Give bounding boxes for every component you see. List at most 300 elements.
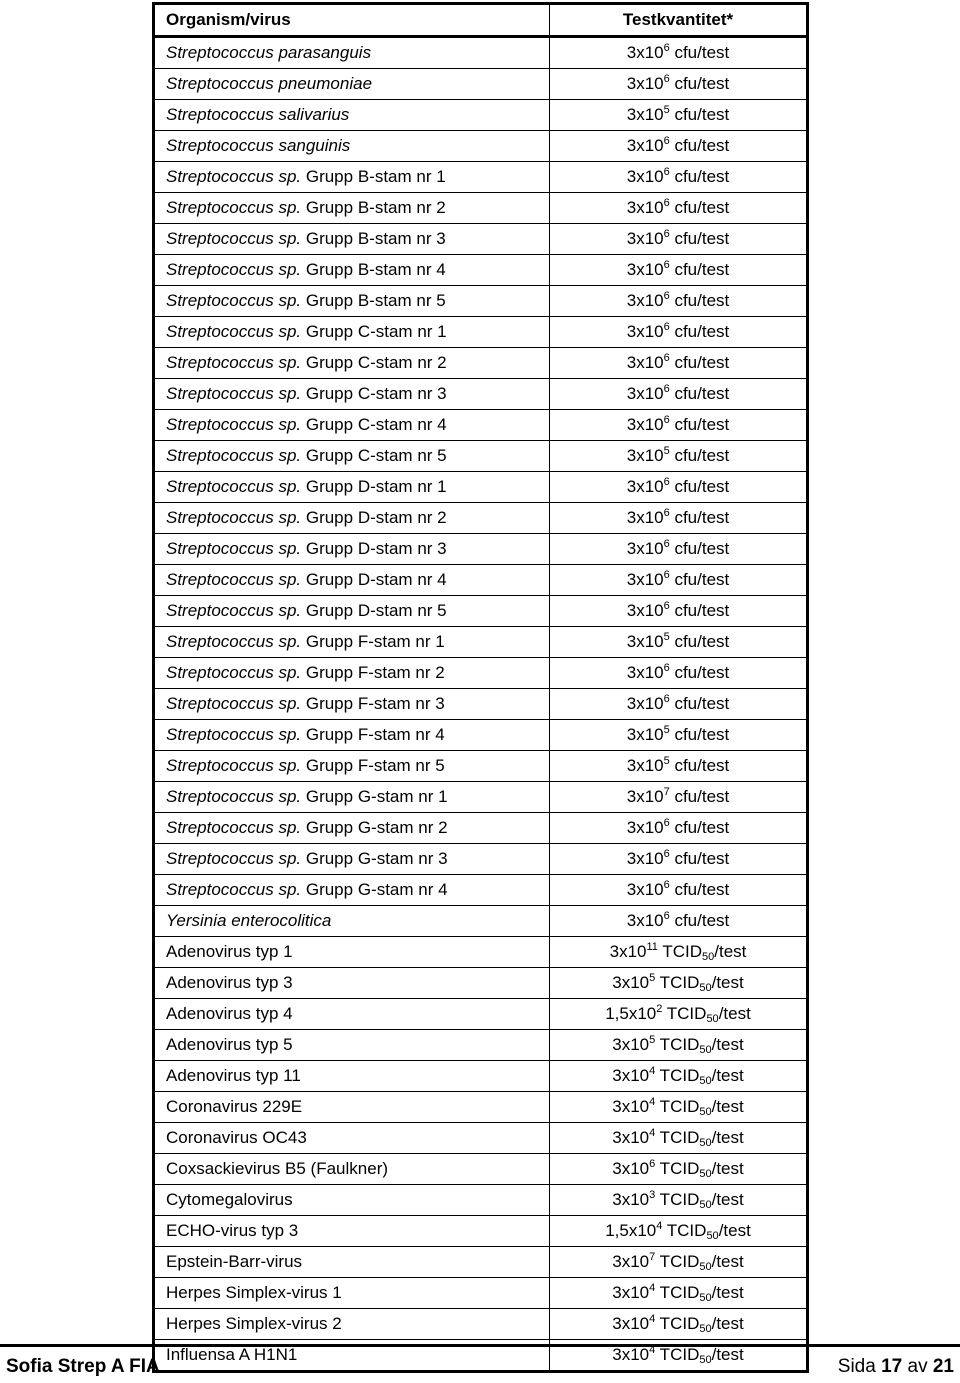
quantity-base: 3x10 [612, 1283, 650, 1302]
quantity-cell [550, 410, 808, 441]
organism-detail: Grupp G-stam nr 2 [301, 818, 448, 837]
organism-italic-name: Streptococcus sp. [166, 167, 302, 186]
quantity-subscript: 50 [699, 1044, 712, 1056]
organism-detail: Grupp B-stam nr 2 [301, 198, 446, 217]
quantity-tail: /test [711, 1252, 744, 1271]
quantity-cell [550, 193, 808, 224]
quantity-unit: TCID [655, 1283, 700, 1302]
quantity-exponent: 7 [649, 1251, 656, 1263]
table-row [154, 689, 808, 720]
quantity-base: 3x10 [626, 570, 664, 589]
quantity-exponent: 4 [656, 1220, 663, 1232]
quantity-base: 3x10 [626, 291, 664, 310]
quantity-unit: cfu/test [669, 198, 730, 217]
organism-italic-name: Streptococcus sp. [166, 539, 302, 558]
table-row [154, 813, 808, 844]
organism-cell [154, 162, 550, 193]
quantity-cell [550, 1030, 808, 1061]
quantity-cell [550, 596, 808, 627]
quantity-unit: cfu/test [669, 446, 730, 465]
organism-italic-name: Streptococcus sp. [166, 663, 302, 682]
organism-cell [154, 441, 550, 472]
quantity-base: 3x10 [626, 477, 664, 496]
organism-italic-name: Streptococcus sp. [166, 818, 302, 837]
organism-detail: Adenovirus typ 11 [166, 1066, 301, 1085]
organism-italic-name: Streptococcus sanguinis [166, 136, 351, 155]
organism-italic-name: Yersinia enterocolitica [166, 911, 332, 930]
organism-detail: Influensa A H1N1 [166, 1345, 298, 1364]
organism-italic-name: Streptococcus sp. [166, 849, 302, 868]
quantity-unit: TCID [655, 1128, 700, 1147]
quantity-unit: cfu/test [669, 539, 730, 558]
quantity-base: 3x10 [626, 694, 664, 713]
organism-cell [154, 472, 550, 503]
quantity-base: 3x10 [626, 136, 664, 155]
quantity-unit: cfu/test [669, 384, 730, 403]
quantity-exponent: 6 [649, 1158, 656, 1170]
organism-detail: Grupp F-stam nr 3 [301, 694, 445, 713]
quantity-exponent: 6 [663, 383, 670, 395]
table-row [154, 286, 808, 317]
organism-italic-name: Streptococcus sp. [166, 725, 302, 744]
quantity-cell [550, 720, 808, 751]
quantity-cell [550, 1061, 808, 1092]
quantity-exponent: 6 [663, 414, 670, 426]
table-row [154, 193, 808, 224]
quantity-cell [550, 503, 808, 534]
organism-cell [154, 875, 550, 906]
quantity-cell [550, 844, 808, 875]
quantity-unit: TCID [655, 973, 700, 992]
quantity-exponent: 5 [663, 104, 670, 116]
quantity-tail: /test [711, 1128, 744, 1147]
organism-cell [154, 1278, 550, 1309]
quantity-unit: cfu/test [669, 694, 730, 713]
quantity-unit: cfu/test [669, 725, 730, 744]
organism-detail: Grupp D-stam nr 1 [301, 477, 447, 496]
quantity-unit: cfu/test [669, 322, 730, 341]
footer-page-indicator [838, 1356, 954, 1378]
organism-cell [154, 689, 550, 720]
organism-italic-name: Streptococcus salivarius [166, 105, 350, 124]
quantity-exponent: 11 [646, 941, 658, 953]
page-prefix: Sida [837, 1356, 882, 1377]
table-row [154, 627, 808, 658]
quantity-base: 3x10 [626, 849, 664, 868]
quantity-unit: cfu/test [669, 260, 730, 279]
quantity-cell [550, 286, 808, 317]
quantity-tail: /test [711, 1066, 744, 1085]
organism-italic-name: Streptococcus sp. [166, 477, 302, 496]
quantity-exponent: 4 [649, 1344, 656, 1356]
quantity-subscript: 50 [699, 1106, 712, 1118]
organism-detail: Grupp F-stam nr 1 [301, 632, 445, 651]
organism-cell [154, 1092, 550, 1123]
table-row [154, 906, 808, 937]
quantity-tail: /test [711, 1314, 744, 1333]
quantity-exponent: 5 [663, 445, 670, 457]
organism-detail: Grupp F-stam nr 5 [301, 756, 445, 775]
quantity-unit: cfu/test [669, 74, 730, 93]
quantity-exponent: 6 [663, 321, 670, 333]
organism-italic-name: Streptococcus sp. [166, 260, 302, 279]
organism-italic-name: Streptococcus sp. [166, 694, 302, 713]
table-row [154, 37, 808, 69]
table-row [154, 875, 808, 906]
organism-italic-name: Streptococcus sp. [166, 756, 302, 775]
table-row [154, 255, 808, 286]
organism-italic-name: Streptococcus sp. [166, 415, 302, 434]
table-row [154, 1185, 808, 1216]
quantity-base: 3x10 [626, 415, 664, 434]
quantity-subscript: 50 [699, 1199, 712, 1211]
organism-detail: Coxsackievirus B5 (Faulkner) [166, 1159, 389, 1178]
quantity-exponent: 6 [663, 910, 670, 922]
organism-italic-name: Streptococcus sp. [166, 601, 302, 620]
quantity-subscript: 50 [706, 1230, 719, 1242]
quantity-subscript: 50 [699, 1075, 712, 1087]
page-mid: av [902, 1356, 933, 1377]
quantity-unit: cfu/test [669, 415, 730, 434]
quantity-cell [550, 1154, 808, 1185]
quantity-base: 3x10 [626, 508, 664, 527]
quantity-subscript: 50 [699, 1261, 712, 1273]
quantity-unit: TCID [662, 1221, 707, 1240]
quantity-cell [550, 472, 808, 503]
quantity-cell [550, 937, 808, 968]
organism-cell [154, 999, 550, 1030]
quantity-subscript: 50 [699, 1168, 712, 1180]
quantity-unit: TCID [655, 1314, 700, 1333]
quantity-unit: cfu/test [669, 570, 730, 589]
quantity-unit: TCID [655, 1345, 700, 1364]
quantity-tail: /test [711, 1035, 744, 1054]
organism-cell [154, 1030, 550, 1061]
quantity-cell [550, 534, 808, 565]
organism-cell [154, 720, 550, 751]
quantity-exponent: 6 [663, 507, 670, 519]
quantity-base: 3x10 [626, 167, 664, 186]
quantity-unit: cfu/test [669, 849, 730, 868]
quantity-cell [550, 162, 808, 193]
quantity-cell [550, 658, 808, 689]
organism-italic-name: Streptococcus sp. [166, 198, 302, 217]
quantity-cell [550, 131, 808, 162]
table-row [154, 503, 808, 534]
quantity-base: 3x10 [626, 43, 664, 62]
table-row [154, 224, 808, 255]
quantity-exponent: 6 [663, 42, 670, 54]
quantity-cell [550, 1247, 808, 1278]
organism-cell [154, 503, 550, 534]
quantity-base: 3x10 [612, 1159, 650, 1178]
quantity-base: 1,5x10 [605, 1004, 657, 1023]
organism-detail: Grupp C-stam nr 4 [301, 415, 447, 434]
table-row [154, 565, 808, 596]
quantity-base: 3x10 [626, 632, 664, 651]
quantity-base: 3x10 [626, 322, 664, 341]
header-quantity: Testkvantitet* [550, 4, 808, 37]
quantity-tail: /test [718, 1221, 751, 1240]
quantity-exponent: 6 [663, 228, 670, 240]
quantity-subscript: 50 [706, 1013, 719, 1025]
table-row [154, 1216, 808, 1247]
quantity-base: 3x10 [612, 1066, 650, 1085]
quantity-cell [550, 317, 808, 348]
organism-detail: Adenovirus typ 3 [166, 973, 293, 992]
table-row [154, 441, 808, 472]
quantity-unit: cfu/test [669, 43, 730, 62]
quantity-cell [550, 627, 808, 658]
quantity-cell [550, 1092, 808, 1123]
quantity-cell [550, 906, 808, 937]
organism-italic-name: Streptococcus sp. [166, 632, 302, 651]
table-header-row [154, 4, 808, 37]
quantity-tail: /test [711, 1345, 744, 1364]
table-row [154, 658, 808, 689]
organism-cell [154, 844, 550, 875]
quantity-cell [550, 224, 808, 255]
quantity-base: 3x10 [626, 229, 664, 248]
organism-cell [154, 596, 550, 627]
quantity-cell [550, 1123, 808, 1154]
quantity-cell [550, 689, 808, 720]
quantity-unit: cfu/test [669, 818, 730, 837]
quantity-cell [550, 255, 808, 286]
organism-italic-name: Streptococcus sp. [166, 446, 302, 465]
organism-cell [154, 1154, 550, 1185]
quantity-exponent: 6 [663, 352, 670, 364]
quantity-exponent: 4 [649, 1313, 656, 1325]
quantity-cell [550, 968, 808, 999]
quantity-exponent: 6 [663, 693, 670, 705]
organism-detail: Grupp B-stam nr 3 [301, 229, 446, 248]
organism-detail: Grupp G-stam nr 4 [301, 880, 448, 899]
organism-cell [154, 937, 550, 968]
quantity-cell [550, 69, 808, 100]
table-row [154, 751, 808, 782]
quantity-base: 3x10 [626, 198, 664, 217]
table-row [154, 69, 808, 100]
table-row [154, 472, 808, 503]
quantity-base: 3x10 [612, 1314, 650, 1333]
quantity-subscript: 50 [699, 1354, 712, 1366]
quantity-exponent: 6 [663, 817, 670, 829]
organism-detail: Herpes Simplex-virus 1 [166, 1283, 342, 1302]
organism-italic-name: Streptococcus sp. [166, 787, 302, 806]
quantity-subscript: 50 [699, 1323, 712, 1335]
quantity-cell [550, 813, 808, 844]
table-row [154, 1247, 808, 1278]
quantity-exponent: 7 [663, 786, 670, 798]
organism-detail: Adenovirus typ 1 [166, 942, 293, 961]
quantity-base: 3x10 [626, 663, 664, 682]
quantity-exponent: 5 [663, 724, 670, 736]
quantity-exponent: 4 [649, 1282, 656, 1294]
organism-detail: Grupp F-stam nr 2 [301, 663, 445, 682]
quantity-base: 3x10 [609, 942, 647, 961]
organism-cell [154, 100, 550, 131]
quantity-exponent: 6 [663, 569, 670, 581]
quantity-unit: cfu/test [669, 787, 730, 806]
table-row [154, 999, 808, 1030]
quantity-base: 3x10 [626, 74, 664, 93]
organism-cell [154, 286, 550, 317]
organism-cell [154, 751, 550, 782]
organism-detail: Grupp D-stam nr 2 [301, 508, 447, 527]
quantity-base: 3x10 [612, 1345, 650, 1364]
quantity-cell [550, 1278, 808, 1309]
quantity-exponent: 6 [663, 135, 670, 147]
organism-detail: Cytomegalovirus [166, 1190, 293, 1209]
page-total: 21 [932, 1356, 954, 1377]
quantity-base: 3x10 [626, 384, 664, 403]
table-row [154, 162, 808, 193]
table-row [154, 100, 808, 131]
quantity-cell [550, 782, 808, 813]
organism-cell [154, 1123, 550, 1154]
quantity-exponent: 5 [663, 631, 670, 643]
quantity-exponent: 6 [663, 259, 670, 271]
quantity-exponent: 6 [663, 197, 670, 209]
organism-detail: Grupp C-stam nr 5 [301, 446, 447, 465]
quantity-base: 3x10 [626, 725, 664, 744]
organism-italic-name: Streptococcus sp. [166, 384, 302, 403]
quantity-base: 3x10 [626, 818, 664, 837]
quantity-tail: /test [711, 1283, 744, 1302]
organism-italic-name: Streptococcus sp. [166, 322, 302, 341]
table-row [154, 1030, 808, 1061]
quantity-unit: cfu/test [669, 632, 730, 651]
quantity-exponent: 5 [649, 1034, 656, 1046]
quantity-unit: cfu/test [669, 229, 730, 248]
table-row [154, 596, 808, 627]
quantity-exponent: 5 [649, 972, 656, 984]
table-row [154, 720, 808, 751]
table-row [154, 317, 808, 348]
table-row [154, 937, 808, 968]
quantity-exponent: 2 [656, 1003, 663, 1015]
table-row [154, 1123, 808, 1154]
quantity-subscript: 50 [699, 982, 712, 994]
quantity-subscript: 50 [699, 1292, 712, 1304]
quantity-tail: /test [711, 973, 744, 992]
organism-detail: Epstein-Barr-virus [166, 1252, 303, 1271]
organism-cell [154, 131, 550, 162]
table-row [154, 1309, 808, 1340]
organism-cell [154, 565, 550, 596]
organism-cell [154, 534, 550, 565]
organism-cell [154, 379, 550, 410]
organism-cell [154, 1247, 550, 1278]
organism-cell [154, 627, 550, 658]
organism-cell [154, 782, 550, 813]
quantity-unit: cfu/test [669, 167, 730, 186]
quantity-base: 3x10 [626, 756, 664, 775]
table-row [154, 348, 808, 379]
quantity-cell [550, 379, 808, 410]
quantity-unit: cfu/test [669, 353, 730, 372]
organism-detail: Coronavirus 229E [166, 1097, 303, 1116]
quantity-exponent: 4 [649, 1127, 656, 1139]
quantity-unit: cfu/test [669, 880, 730, 899]
table-row [154, 534, 808, 565]
quantity-base: 3x10 [612, 1035, 650, 1054]
footer-divider [0, 1344, 960, 1347]
quantity-unit: cfu/test [669, 663, 730, 682]
quantity-cell [550, 875, 808, 906]
table-row [154, 410, 808, 441]
table-row [154, 1278, 808, 1309]
quantity-exponent: 6 [663, 73, 670, 85]
quantity-base: 3x10 [626, 601, 664, 620]
quantity-base: 3x10 [612, 973, 650, 992]
table-row [154, 131, 808, 162]
quantity-base: 3x10 [626, 446, 664, 465]
quantity-base: 3x10 [626, 911, 664, 930]
quantity-cell [550, 751, 808, 782]
quantity-exponent: 6 [663, 538, 670, 550]
organism-cell [154, 410, 550, 441]
table-row [154, 1092, 808, 1123]
quantity-base: 1,5x10 [605, 1221, 657, 1240]
organism-detail: Grupp D-stam nr 3 [301, 539, 447, 558]
organism-detail: ECHO-virus typ 3 [166, 1221, 299, 1240]
organism-cell [154, 255, 550, 286]
quantity-unit: TCID [657, 942, 702, 961]
quantity-tail: /test [711, 1190, 744, 1209]
quantity-exponent: 3 [649, 1189, 656, 1201]
quantity-tail: /test [714, 942, 747, 961]
quantity-unit: TCID [655, 1252, 700, 1271]
quantity-exponent: 6 [663, 290, 670, 302]
quantity-subscript: 50 [699, 1137, 712, 1149]
quantity-unit: cfu/test [669, 756, 730, 775]
quantity-unit: TCID [662, 1004, 707, 1023]
quantity-exponent: 6 [663, 166, 670, 178]
organism-italic-name: Streptococcus sp. [166, 508, 302, 527]
quantity-cell [550, 1216, 808, 1247]
organism-cell [154, 906, 550, 937]
organism-detail: Grupp C-stam nr 3 [301, 384, 447, 403]
quantity-unit: TCID [655, 1159, 700, 1178]
quantity-tail: /test [718, 1004, 751, 1023]
organism-cell [154, 1061, 550, 1092]
quantity-unit: cfu/test [669, 136, 730, 155]
quantity-base: 3x10 [626, 880, 664, 899]
table-row [154, 844, 808, 875]
organism-detail: Adenovirus typ 4 [166, 1004, 293, 1023]
organism-cell [154, 813, 550, 844]
organism-cell [154, 658, 550, 689]
footer-product-name: Sofia Strep A FIA [6, 1356, 160, 1377]
organism-detail: Grupp B-stam nr 4 [301, 260, 446, 279]
quantity-tail: /test [711, 1097, 744, 1116]
organism-detail: Grupp F-stam nr 4 [301, 725, 445, 744]
organism-cell [154, 968, 550, 999]
organism-detail: Grupp D-stam nr 5 [301, 601, 447, 620]
organism-detail: Grupp B-stam nr 1 [301, 167, 446, 186]
quantity-cell [550, 565, 808, 596]
organism-cell [154, 69, 550, 100]
organism-italic-name: Streptococcus sp. [166, 353, 302, 372]
quantity-unit: cfu/test [669, 601, 730, 620]
quantity-unit: TCID [655, 1190, 700, 1209]
quantity-unit: TCID [655, 1035, 700, 1054]
quantity-base: 3x10 [612, 1190, 650, 1209]
quantity-unit: TCID [655, 1097, 700, 1116]
organism-detail: Coronavirus OC43 [166, 1128, 307, 1147]
